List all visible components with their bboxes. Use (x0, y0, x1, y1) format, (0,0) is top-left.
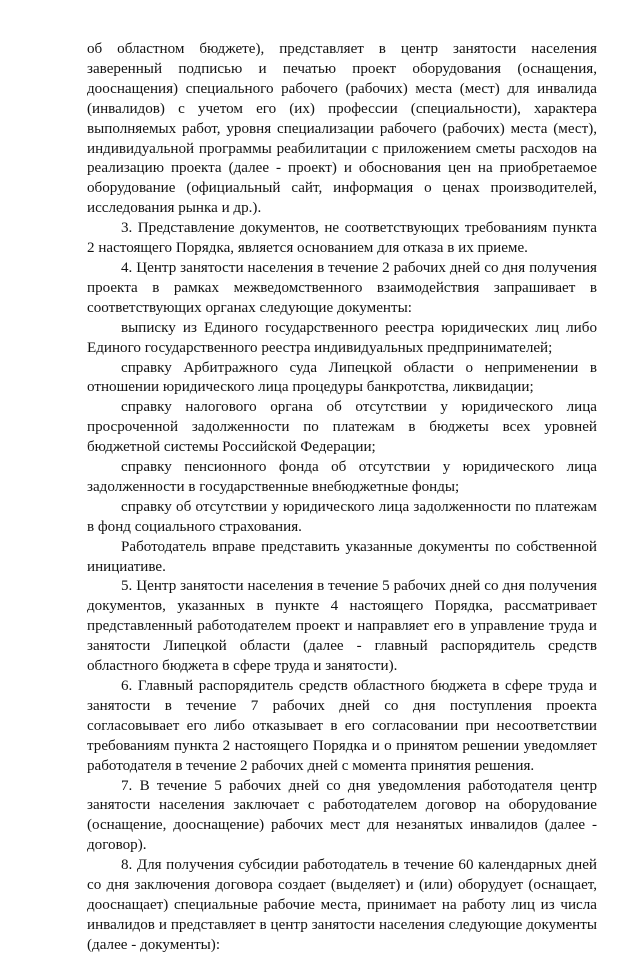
document-body (87, 40, 597, 956)
paragraph-employer-right: Работодатель вправе представить указанные документы по собственной инициативе. (87, 538, 597, 575)
paragraph-continuation: об областном бюджете), представляет в центр занятости населения заверенный подписью и печатью проект оборудования (оснащения, дооснащения) специального рабочего (рабочих) места (мест) для инвалида (инвалидов) с учетом его (их) профессии (специальности), характера выполняемых работ, уровня специализации рабочего (рабочих) места (мест), индивидуальной программы реабилитации с приложением сметы расходов на реализацию проекта (далее - проект) и обоснования цен на приобретаемое оборудование (официальный сайт, информация о ценах производителей, исследования рынка и др.). (87, 41, 597, 217)
list-item-tax-certificate: справку налогового органа об отсутствии у юридического лица просроченной задолженности по платежам в бюджеты всех уровней бюджетной системы Российской Федерации; (87, 399, 597, 456)
list-item-pension-certificate: справку пенсионного фонда об отсутствии у юридического лица задолженности в государственные внебюджетные фонды; (87, 459, 597, 495)
list-item-arbitration-certificate: справку Арбитражного суда Липецкой области о неприменении в отношении юридического лица процедуры банкротства, ликвидации; (87, 359, 597, 396)
paragraph-item-5: 5. Центр занятости населения в течение 5 рабочих дней со дня получения документов, указанных в пункте 4 настоящего Порядка, рассматривает представленный работодателем проект и направляет его в управление труда и занятости Липецкой области (далее - главный распорядитель средств областного бюджета в сфере труда и занятости). (87, 578, 597, 675)
paragraph-item-7: 7. В течение 5 рабочих дней со дня уведомления работодателя центр занятости населения заключает с работодателем договор на оборудование (оснащение, дооснащение) рабочих мест для незанятых инвалидов (далее - договор). (87, 777, 597, 854)
paragraph-item-4: 4. Центр занятости населения в течение 2 рабочих дней со дня получения проекта в рамках межведомственного взаимодействия запрашивает в соответствующих органах следующие документы: (87, 259, 597, 316)
list-item-egrul-extract: выписку из Единого государственного реестра юридических лиц либо Единого государственного реестра индивидуальных предпринимателей; (87, 319, 597, 356)
paragraph-item-3: 3. Представление документов, не соответствующих требованиям пункта 2 настоящего Порядка, является основанием для отказа в их приеме. (87, 220, 597, 257)
list-item-social-insurance-certificate: справку об отсутствии у юридического лица задолженности по платежам в фонд социального страхования. (87, 498, 597, 535)
paragraph-item-8: 8. Для получения субсидии работодатель в течение 60 календарных дней со дня заключения договора создает (выделяет) и (или) оборудует (оснащает, дооснащает) специальные рабочие места, принимает на работу лиц из числа инвалидов и представляет в центр занятости населения следующие документы (далее - документы): (87, 857, 597, 953)
paragraph-item-6: 6. Главный распорядитель средств областного бюджета в сфере труда и занятости в течение 7 рабочих дней со дня поступления проекта согласовывает его либо отказывает в его согласовании при несоответствии требованиям пункта 2 настоящего Порядка и о принятом решении уведомляет работодателя в течение 2 рабочих дней с момента принятия решения. (87, 678, 597, 774)
